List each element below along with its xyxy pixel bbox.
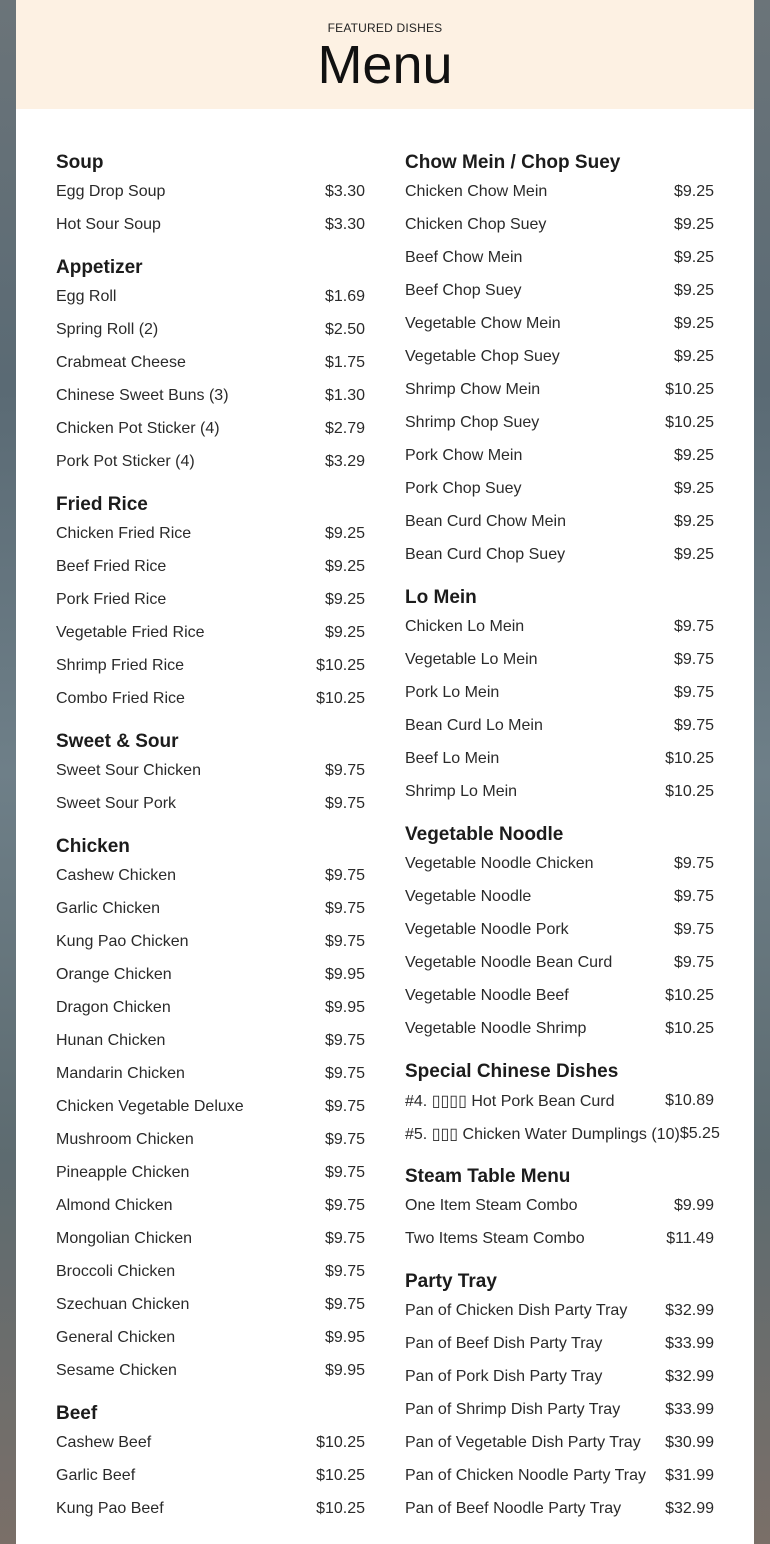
menu-item	[405, 406, 714, 439]
menu-item-price: $9.25	[324, 524, 365, 542]
menu-item-name: Kung Pao Beef	[56, 1499, 164, 1517]
menu-item-price: $10.89	[665, 1091, 714, 1109]
menu-item	[405, 643, 714, 676]
menu-item-name: Vegetable Chow Mein	[405, 314, 561, 332]
section-title: Chicken	[56, 836, 130, 857]
menu-item	[56, 958, 365, 991]
menu-item-price: $9.75	[324, 932, 365, 950]
menu-item-price: $32.99	[665, 1367, 714, 1385]
menu-item-name: Beef Fried Rice	[56, 557, 167, 575]
menu-item-price: $10.25	[665, 1019, 714, 1037]
menu-item	[56, 649, 365, 682]
menu-item-name: Pan of Chicken Dish Party Tray	[405, 1301, 628, 1319]
menu-item-price: $9.75	[673, 854, 714, 872]
menu-item-price: $3.30	[324, 215, 365, 233]
section-title: Soup	[56, 152, 104, 173]
menu-item	[56, 445, 365, 478]
menu-item-price: $9.95	[324, 1361, 365, 1379]
menu-item-name: Beef Chow Mein	[405, 248, 523, 266]
menu-item-price: $9.75	[324, 1097, 365, 1115]
menu-item-name: Pan of Vegetable Dish Party Tray	[405, 1433, 641, 1451]
menu-item	[405, 880, 714, 913]
menu-item-name: Almond Chicken	[56, 1196, 173, 1214]
menu-item-price: $9.95	[324, 1328, 365, 1346]
menu-item-price: $9.95	[324, 965, 365, 983]
menu-item-price: $9.25	[673, 446, 714, 464]
menu-item-name: Cashew Beef	[56, 1433, 152, 1451]
menu-item-name: Orange Chicken	[56, 965, 172, 983]
menu-item-price: $9.25	[673, 545, 714, 563]
menu-item	[405, 274, 714, 307]
menu-item-name: Pork Fried Rice	[56, 590, 167, 608]
menu-item-name: Pan of Shrimp Dish Party Tray	[405, 1400, 621, 1418]
menu-item-price: $9.99	[673, 1196, 714, 1214]
menu-section-special-chinese-dishes	[405, 1059, 720, 1150]
menu-item	[56, 1189, 365, 1222]
menu-column-left	[56, 150, 365, 1539]
menu-item	[56, 313, 365, 346]
menu-item	[56, 379, 365, 412]
menu-item	[405, 1360, 714, 1393]
menu-item	[405, 505, 714, 538]
menu-item-name: Pan of Beef Noodle Party Tray	[405, 1499, 622, 1517]
menu-section-chicken	[56, 834, 365, 1387]
menu-item	[405, 241, 714, 274]
menu-item	[405, 1459, 714, 1492]
menu-item	[56, 991, 365, 1024]
menu-item	[405, 913, 714, 946]
menu-item	[405, 1327, 714, 1360]
menu-item-price: $1.75	[324, 353, 365, 371]
menu-item-name: Pork Chow Mein	[405, 446, 523, 464]
menu-item	[56, 1288, 365, 1321]
menu-item-name: Mongolian Chicken	[56, 1229, 193, 1247]
menu-item-name: Hot Sour Soup	[56, 215, 161, 233]
menu-section-lo-mein	[405, 585, 714, 808]
menu-item-name: Szechuan Chicken	[56, 1295, 190, 1313]
menu-item-name: Chicken Lo Mein	[405, 617, 525, 635]
menu-item-name: Chicken Vegetable Deluxe	[56, 1097, 244, 1115]
menu-section-party-tray	[405, 1269, 714, 1525]
menu-item-name: Cashew Chicken	[56, 866, 177, 884]
menu-item-price: $5.25	[679, 1124, 720, 1142]
menu-item-name: Beef Chop Suey	[405, 281, 522, 299]
menu-item-price: $33.99	[665, 1334, 714, 1352]
menu-item-price: $9.75	[673, 953, 714, 971]
menu-item	[56, 1156, 365, 1189]
menu-item-name: Kung Pao Chicken	[56, 932, 189, 950]
menu-item-name: Sweet Sour Chicken	[56, 761, 201, 779]
menu-section-vegetable-noodle	[405, 822, 714, 1045]
menu-item	[56, 787, 365, 820]
menu-item	[56, 1492, 365, 1525]
menu-item-price: $2.50	[324, 320, 365, 338]
featured-dishes-label: FEATURED DISHES	[327, 21, 443, 35]
menu-item-name: Crabmeat Cheese	[56, 353, 186, 371]
menu-item	[56, 1090, 365, 1123]
menu-item	[56, 346, 365, 379]
menu-item	[405, 742, 714, 775]
menu-item	[405, 472, 714, 505]
menu-item	[405, 676, 714, 709]
menu-item-name: Chicken Fried Rice	[56, 524, 192, 542]
menu-item-name: Broccoli Chicken	[56, 1262, 176, 1280]
menu-item-name: Bean Curd Lo Mein	[405, 716, 543, 734]
menu-item-price: $9.75	[324, 1031, 365, 1049]
menu-item	[405, 340, 714, 373]
section-title: Appetizer	[56, 257, 143, 278]
menu-item-name: Sweet Sour Pork	[56, 794, 177, 812]
menu-item-name: Sesame Chicken	[56, 1361, 177, 1379]
menu-item-name: Shrimp Chop Suey	[405, 413, 540, 431]
menu-section-beef	[56, 1401, 365, 1525]
section-title: Lo Mein	[405, 587, 477, 608]
menu-item-name: Vegetable Noodle Pork	[405, 920, 569, 938]
menu-item-price: $10.25	[665, 986, 714, 1004]
menu-item-price: $9.25	[673, 182, 714, 200]
menu-item	[405, 1393, 714, 1426]
menu-item-price: $9.75	[324, 1229, 365, 1247]
menu-item	[405, 946, 714, 979]
menu-item-price: $9.75	[324, 1163, 365, 1181]
menu-item-name: Spring Roll (2)	[56, 320, 159, 338]
menu-item	[405, 1012, 714, 1045]
menu-section-chow-mein-chop-suey	[405, 150, 714, 571]
menu-item	[405, 1189, 714, 1222]
menu-section-soup	[56, 150, 365, 241]
menu-item	[56, 517, 365, 550]
menu-section-fried-rice	[56, 492, 365, 715]
menu-item-price: $9.75	[673, 716, 714, 734]
section-title: Vegetable Noodle	[405, 824, 564, 845]
menu-item	[405, 610, 714, 643]
menu-section-sweet-sour	[56, 729, 365, 820]
menu-item-name: Chicken Chop Suey	[405, 215, 547, 233]
menu-item-name: Two Items Steam Combo	[405, 1229, 585, 1247]
menu-item	[56, 412, 365, 445]
menu-item-name: Vegetable Noodle Beef	[405, 986, 569, 1004]
menu-item-name: Dragon Chicken	[56, 998, 171, 1016]
menu-item-price: $9.25	[673, 215, 714, 233]
menu-item-name: #4. ▯▯▯▯ Hot Pork Bean Curd	[405, 1092, 615, 1110]
menu-item-name: Chicken Pot Sticker (4)	[56, 419, 220, 437]
menu-item-name: General Chicken	[56, 1328, 176, 1346]
menu-item-name: Shrimp Fried Rice	[56, 656, 185, 674]
menu-item	[56, 1354, 365, 1387]
menu-item-name: #5. ▯▯▯ Chicken Water Dumplings (10)	[405, 1125, 680, 1143]
menu-item	[405, 1492, 714, 1525]
menu-item-price: $10.25	[316, 1433, 365, 1451]
page-title: Menu	[317, 35, 453, 95]
menu-item-price: $10.25	[316, 1466, 365, 1484]
menu-item	[56, 682, 365, 715]
menu-item-price: $9.75	[324, 1196, 365, 1214]
menu-item-price: $9.25	[324, 590, 365, 608]
menu-item	[405, 1426, 714, 1459]
menu-item-price: $3.30	[324, 182, 365, 200]
menu-item-name: Pan of Pork Dish Party Tray	[405, 1367, 603, 1385]
menu-item-name: Shrimp Chow Mein	[405, 380, 541, 398]
menu-item-price: $9.95	[324, 998, 365, 1016]
menu-item-price: $3.29	[324, 452, 365, 470]
menu-item-price: $11.49	[666, 1229, 714, 1247]
menu-item-price: $9.75	[324, 1130, 365, 1148]
menu-item-price: $10.25	[316, 656, 365, 674]
menu-item	[56, 550, 365, 583]
menu-item-price: $2.79	[324, 419, 365, 437]
menu-item-name: Pork Chop Suey	[405, 479, 522, 497]
menu-item-price: $9.75	[324, 899, 365, 917]
menu-item	[405, 373, 714, 406]
menu-item-price: $32.99	[665, 1301, 714, 1319]
menu-section-appetizer	[56, 255, 365, 478]
menu-item	[56, 1222, 365, 1255]
menu-item-price: $9.75	[324, 761, 365, 779]
menu-item	[56, 754, 365, 787]
menu-item-name: Bean Curd Chop Suey	[405, 545, 566, 563]
menu-item	[56, 1255, 365, 1288]
menu-item-price: $10.25	[665, 413, 714, 431]
menu-item-name: Mushroom Chicken	[56, 1130, 194, 1148]
menu-item-name: Beef Lo Mein	[405, 749, 500, 767]
menu-item-name: Pork Pot Sticker (4)	[56, 452, 195, 470]
menu-item-price: $9.75	[324, 1295, 365, 1313]
menu-item	[405, 307, 714, 340]
menu-item	[56, 616, 365, 649]
menu-item-price: $9.25	[324, 623, 365, 641]
menu-item-price: $9.75	[324, 794, 365, 812]
menu-item-name: Egg Roll	[56, 287, 117, 305]
menu-column-right	[405, 150, 720, 1539]
menu-item-price: $10.25	[665, 749, 714, 767]
menu-item-name: Garlic Beef	[56, 1466, 136, 1484]
section-title: Party Tray	[405, 1271, 497, 1292]
menu-item-price: $1.69	[324, 287, 365, 305]
menu-item	[405, 1294, 714, 1327]
menu-item-price: $9.25	[673, 347, 714, 365]
menu-item-price: $9.25	[324, 557, 365, 575]
menu-item	[56, 1123, 365, 1156]
menu-item-price: $9.75	[673, 887, 714, 905]
menu-item-price: $9.25	[673, 314, 714, 332]
menu-item	[56, 1426, 365, 1459]
menu-item-name: Garlic Chicken	[56, 899, 161, 917]
menu-item-price: $9.25	[673, 248, 714, 266]
menu-item	[56, 859, 365, 892]
menu-item-name: Vegetable Noodle Chicken	[405, 854, 594, 872]
menu-item-name: Pineapple Chicken	[56, 1163, 190, 1181]
menu-item-price: $9.75	[324, 866, 365, 884]
menu-item	[56, 280, 365, 313]
menu-item-name: Shrimp Lo Mein	[405, 782, 518, 800]
menu-item-name: Vegetable Chop Suey	[405, 347, 560, 365]
section-title: Steam Table Menu	[405, 1166, 571, 1187]
menu-item-name: Egg Drop Soup	[56, 182, 166, 200]
menu-item-price: $10.25	[316, 689, 365, 707]
menu-item-price: $9.75	[673, 920, 714, 938]
menu-item	[405, 1222, 714, 1255]
menu-item-name: Chicken Chow Mein	[405, 182, 548, 200]
menu-item-name: Vegetable Noodle	[405, 887, 532, 905]
menu-item-name: Pan of Beef Dish Party Tray	[405, 1334, 603, 1352]
menu-item-price: $9.75	[673, 617, 714, 635]
menu-item-price: $1.30	[324, 386, 365, 404]
section-title: Special Chinese Dishes	[405, 1061, 619, 1082]
menu-item	[405, 709, 714, 742]
section-title: Chow Mein / Chop Suey	[405, 152, 621, 173]
menu-item	[56, 892, 365, 925]
menu-item-name: Vegetable Lo Mein	[405, 650, 538, 668]
section-title: Beef	[56, 1403, 98, 1424]
menu-item-price: $10.25	[316, 1499, 365, 1517]
menu-item-name: Bean Curd Chow Mein	[405, 512, 566, 530]
menu-item	[56, 1321, 365, 1354]
section-title: Fried Rice	[56, 494, 148, 515]
menu-item-price: $9.75	[324, 1064, 365, 1082]
menu-item	[405, 847, 714, 880]
menu-item-name: Mandarin Chicken	[56, 1064, 185, 1082]
menu-item	[405, 208, 714, 241]
menu-item	[405, 538, 714, 571]
menu-item-price: $30.99	[665, 1433, 714, 1451]
menu-page	[16, 0, 754, 1544]
menu-item	[56, 175, 365, 208]
menu-header	[16, 0, 754, 109]
menu-item-name: One Item Steam Combo	[405, 1196, 578, 1214]
menu-item-price: $9.25	[673, 512, 714, 530]
menu-item-name: Combo Fried Rice	[56, 689, 185, 707]
menu-item-name: Pork Lo Mein	[405, 683, 500, 701]
menu-item	[56, 1024, 365, 1057]
menu-item-name: Vegetable Noodle Bean Curd	[405, 953, 613, 971]
menu-item	[56, 925, 365, 958]
menu-item	[405, 979, 714, 1012]
menu-item-price: $9.75	[324, 1262, 365, 1280]
menu-item	[56, 1057, 365, 1090]
menu-item-price: $9.75	[673, 683, 714, 701]
menu-item-name: Hunan Chicken	[56, 1031, 166, 1049]
menu-section-steam-table-menu	[405, 1164, 714, 1255]
menu-item-price: $10.25	[665, 782, 714, 800]
menu-item-price: $32.99	[665, 1499, 714, 1517]
section-title: Sweet & Sour	[56, 731, 179, 752]
menu-item-price: $9.25	[673, 479, 714, 497]
menu-item-name: Vegetable Fried Rice	[56, 623, 205, 641]
menu-item	[405, 775, 714, 808]
menu-item-name: Chinese Sweet Buns (3)	[56, 386, 229, 404]
menu-item	[56, 583, 365, 616]
menu-item-name: Pan of Chicken Noodle Party Tray	[405, 1466, 647, 1484]
menu-item	[56, 208, 365, 241]
menu-item-price: $31.99	[665, 1466, 714, 1484]
menu-item-price: $9.75	[673, 650, 714, 668]
menu-item	[405, 439, 714, 472]
menu-item-price: $10.25	[665, 380, 714, 398]
menu-item-name: Vegetable Noodle Shrimp	[405, 1019, 587, 1037]
menu-item	[405, 175, 714, 208]
menu-item-price: $33.99	[665, 1400, 714, 1418]
menu-item-price: $9.25	[673, 281, 714, 299]
menu-item	[405, 1084, 714, 1117]
menu-item	[56, 1459, 365, 1492]
menu-item	[405, 1117, 720, 1150]
